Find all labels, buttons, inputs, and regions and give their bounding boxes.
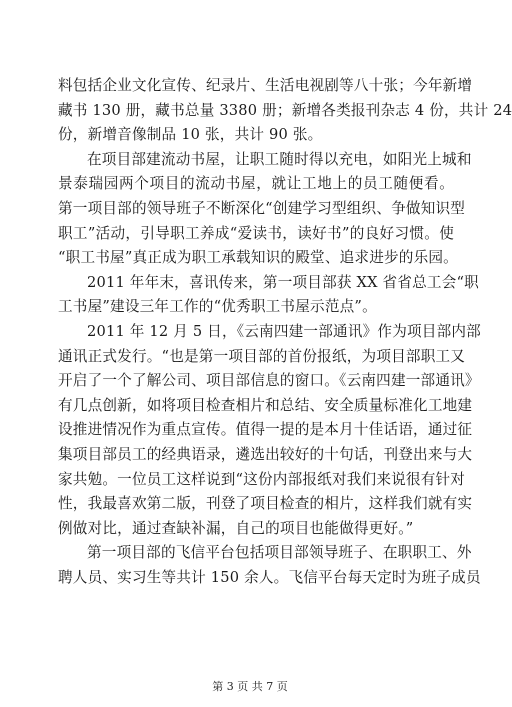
text-line: 通讯正式发行。“也是第一项目部的首份报纸，为项目部职工又 [58, 347, 466, 365]
text-line: 在项目部建流动书屋，让职工随时得以充电，如阳光上城和 [87, 150, 472, 168]
text-line: 2011 年 12 月 5 日，《云南四建一部通讯》作为项目部内部 [87, 322, 481, 340]
text-line: 料包括企业文化宣传、纪录片、生活电视剧等八十张；今年新增 [58, 77, 473, 94]
text-line: “职工书屋”真正成为职工承载知识的殿堂、追求进步的乐园。 [58, 249, 458, 267]
text-line: 设推进情况作为重点宣传。值得一提的是本月十佳话语，通过征 [58, 421, 473, 439]
page-footer: 第 3 页 共 7 页 [212, 680, 288, 693]
text-line: 职工”活动，引导职工养成“爱读书，读好书”的良好习惯。使 [58, 224, 454, 242]
text-line: 第一项目部的飞信平台包括项目部领导班子、在职职工、外 [87, 544, 472, 562]
text-line: 2011 年年末，喜讯传来，第一项目部获 XX 省省总工会“职 [87, 273, 479, 291]
text-line: 藏书 130 册，藏书总量 3380 册；新增各类报刊杂志 4 份，共计 24 [58, 101, 512, 119]
text-line: 聘人员、实习生等共计 150 余人。飞信平台每天定时为班子成员 [58, 568, 481, 586]
text-line: 家共勉。一位员工这样说到“这份内部报纸对我们来说很有针对 [58, 470, 466, 488]
document-body [58, 74, 512, 590]
text-line: 景泰瑞园两个项目的流动书屋，就让工地上的员工随便看。 [58, 175, 454, 193]
text-line: 工书屋”建设三年工作的“优秀职工书屋示范点”。 [58, 298, 377, 316]
text-line: 性，我最喜欢第二版，刊登了项目检查的相片，这样我们就有实 [58, 495, 473, 513]
text-line: 有几点创新，如将项目检查相片和总结、安全质量标准化工地建 [58, 396, 473, 414]
text-line: 第一项目部的领导班子不断深化“创建学习型组织、争做知识型 [58, 199, 466, 217]
text-line: 开启了一个了解公司、项目部信息的窗口。《云南四建一部通讯》 [58, 372, 480, 390]
text-line: 例做对比，通过查缺补漏，自己的项目也能做得更好。” [58, 519, 414, 537]
text-line: 集项目部员工的经典语录，遴选出较好的十句话，刊登出来与大 [58, 445, 473, 463]
text-line: 份，新增音像制品 10 张，共计 90 张。 [58, 126, 323, 144]
